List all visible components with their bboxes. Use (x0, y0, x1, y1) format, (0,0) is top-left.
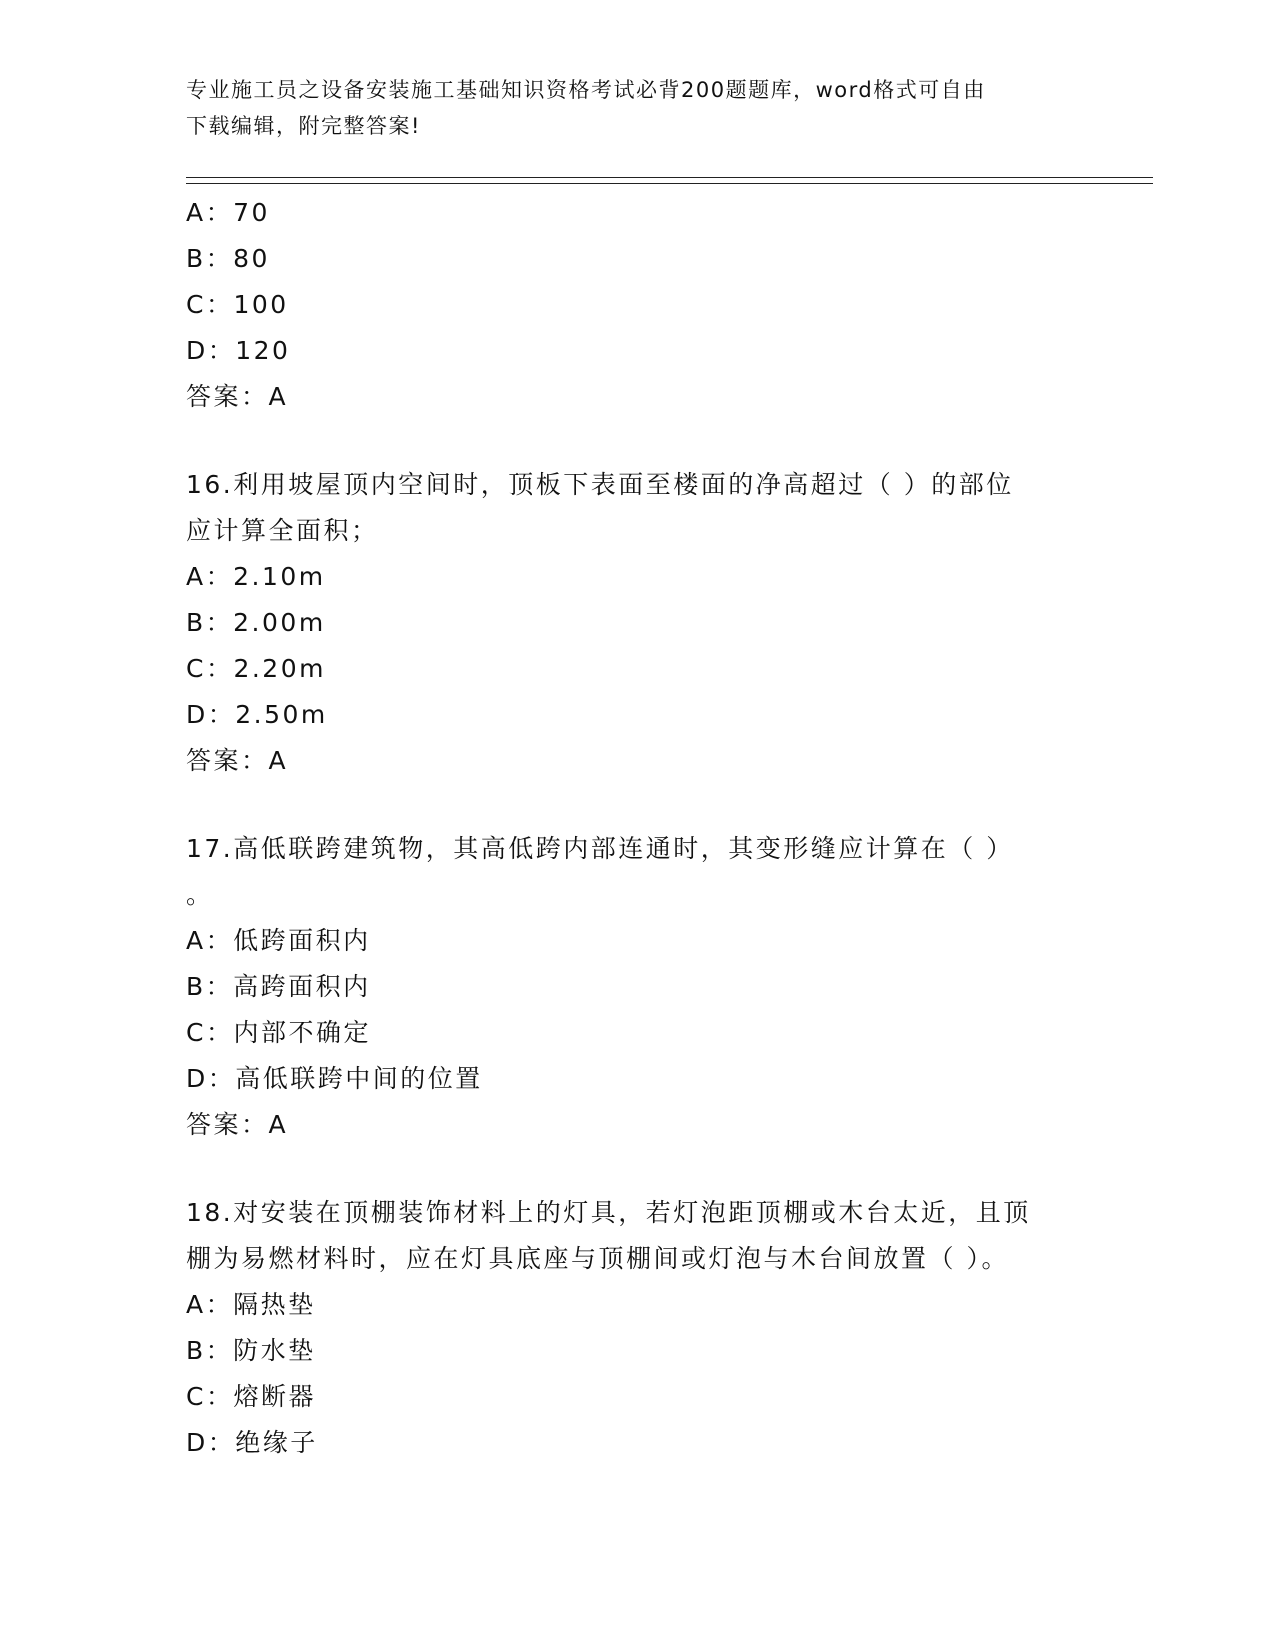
option-d: D：2.50m (186, 700, 328, 729)
option-c: C：内部不确定 (186, 1018, 371, 1047)
answer: 答案：A (186, 382, 289, 411)
spacer (186, 784, 1086, 826)
question-18 (186, 1190, 1086, 1466)
document-header (186, 72, 1086, 144)
question-stem-line-2: 应计算全面积； (186, 516, 379, 545)
question-stem-line-2: 棚为易燃材料时，应在灯具底座与顶棚间或灯泡与木台间放置（ ）。 (186, 1244, 1009, 1273)
answer: 答案：A (186, 1110, 289, 1139)
spacer (186, 420, 1086, 462)
option-c: C：熔断器 (186, 1382, 316, 1411)
question-stem-line-1: 17.高低联跨建筑物，其高低跨内部连通时，其变形缝应计算在（ ） (186, 834, 1014, 863)
header-divider-top (186, 177, 1153, 178)
answer: 答案：A (186, 746, 289, 775)
option-b: B：防水垫 (186, 1336, 316, 1365)
option-b: B：高跨面积内 (186, 972, 371, 1001)
question-16 (186, 462, 1086, 784)
option-a: A：2.10m (186, 562, 326, 591)
option-a: A：低跨面积内 (186, 926, 371, 955)
question-stem-line-1: 16.利用坡屋顶内空间时，顶板下表面至楼面的净高超过（ ）的部位 (186, 470, 1014, 499)
question-15-tail (186, 190, 1086, 420)
option-b: B：2.00m (186, 608, 326, 637)
option-d: D：绝缘子 (186, 1428, 318, 1457)
header-title-line-2: 下载编辑，附完整答案! (186, 114, 421, 138)
option-c: C：100 (186, 290, 289, 319)
question-stem-line-1: 18.对安装在顶棚装饰材料上的灯具，若灯泡距顶棚或木台太近，且顶 (186, 1198, 1031, 1227)
option-a: A：70 (186, 198, 270, 227)
option-b: B：80 (186, 244, 270, 273)
question-content (186, 190, 1086, 1466)
question-17 (186, 826, 1086, 1148)
option-a: A：隔热垫 (186, 1290, 316, 1319)
option-c: C：2.20m (186, 654, 326, 683)
question-stem-line-2: 。 (186, 880, 214, 909)
spacer (186, 1148, 1086, 1190)
header-divider-bottom (186, 183, 1153, 184)
header-title-line-1: 专业施工员之设备安装施工基础知识资格考试必背200题题库，word格式可自由 (186, 78, 986, 102)
option-d: D：120 (186, 336, 291, 365)
option-d: D：高低联跨中间的位置 (186, 1064, 483, 1093)
